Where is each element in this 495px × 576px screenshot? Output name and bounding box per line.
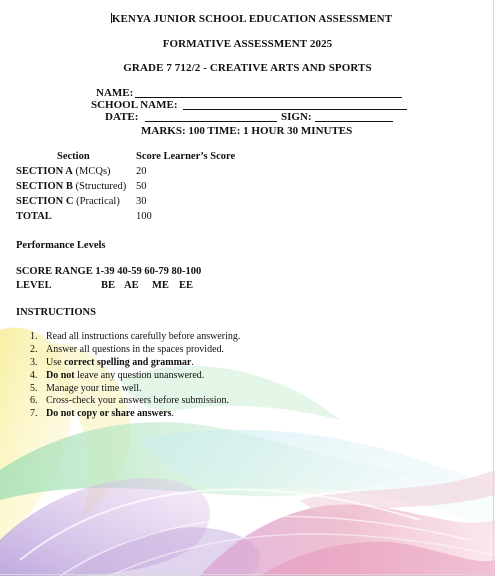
section-name: TOTAL [16,211,52,222]
section-score: 20 [136,166,147,177]
instructions-list [16,331,240,421]
level-row [16,280,216,294]
section-detail: (Practical) [73,196,120,207]
section-detail: (MCQs) [72,166,111,177]
name-label: NAME: [96,87,134,99]
score-range-row: SCORE RANGE 1-39 40-59 60-79 80-100 [16,266,202,277]
exam-board-title: KENYA JUNIOR SCHOOL EDUCATION ASSESSMENT [111,13,393,25]
sign-field[interactable] [315,121,393,122]
date-field[interactable] [145,121,277,122]
subject-title: GRADE 7 712/2 - CREATIVE ARTS AND SPORTS [123,62,372,74]
list-item: 1. Read all instructions carefully before answering. [30,331,241,342]
instructions-title: INSTRUCTIONS [16,307,96,318]
section-name: SECTION C [16,196,74,207]
sign-label: SIGN: [281,111,312,123]
name-field[interactable] [135,97,402,98]
list-item: 2. Answer all questions in the spaces provided. [30,343,225,355]
list-item: 3. Use correct spelling and grammar. [30,356,194,368]
list-item: 7. Do not copy or share answers. [30,408,174,420]
section-name: SECTION B [16,181,73,192]
school-name-field[interactable] [183,109,407,110]
assessment-title: FORMATIVE ASSESSMENT 2025 [162,38,333,50]
level-code: BE [101,280,116,291]
list-item: 6. Cross-check your answers before submission. [30,395,230,407]
section-score: 50 [136,181,147,192]
list-item: 4. Do not leave any question unanswered. [30,369,205,381]
score-column-header: Score Learner’s Score [136,151,236,162]
level-label: LEVEL [16,280,52,291]
list-item: 5. Manage your time well. [30,382,142,394]
level-code: AE [124,280,139,291]
section-detail: (Structured) [72,181,127,192]
performance-levels-title: Performance Levels [16,240,106,251]
section-name: SECTION A [16,166,73,177]
school-name-label: SCHOOL NAME: [91,99,178,111]
marks-and-time: MARKS: 100 TIME: 1 HOUR 30 MINUTES [141,125,353,137]
date-label: DATE: [105,111,139,123]
section-score: 100 [136,211,152,222]
section-column-header: Section [57,151,90,162]
level-code: ME [152,280,169,291]
section-score: 30 [136,196,147,207]
level-code: EE [179,280,194,291]
